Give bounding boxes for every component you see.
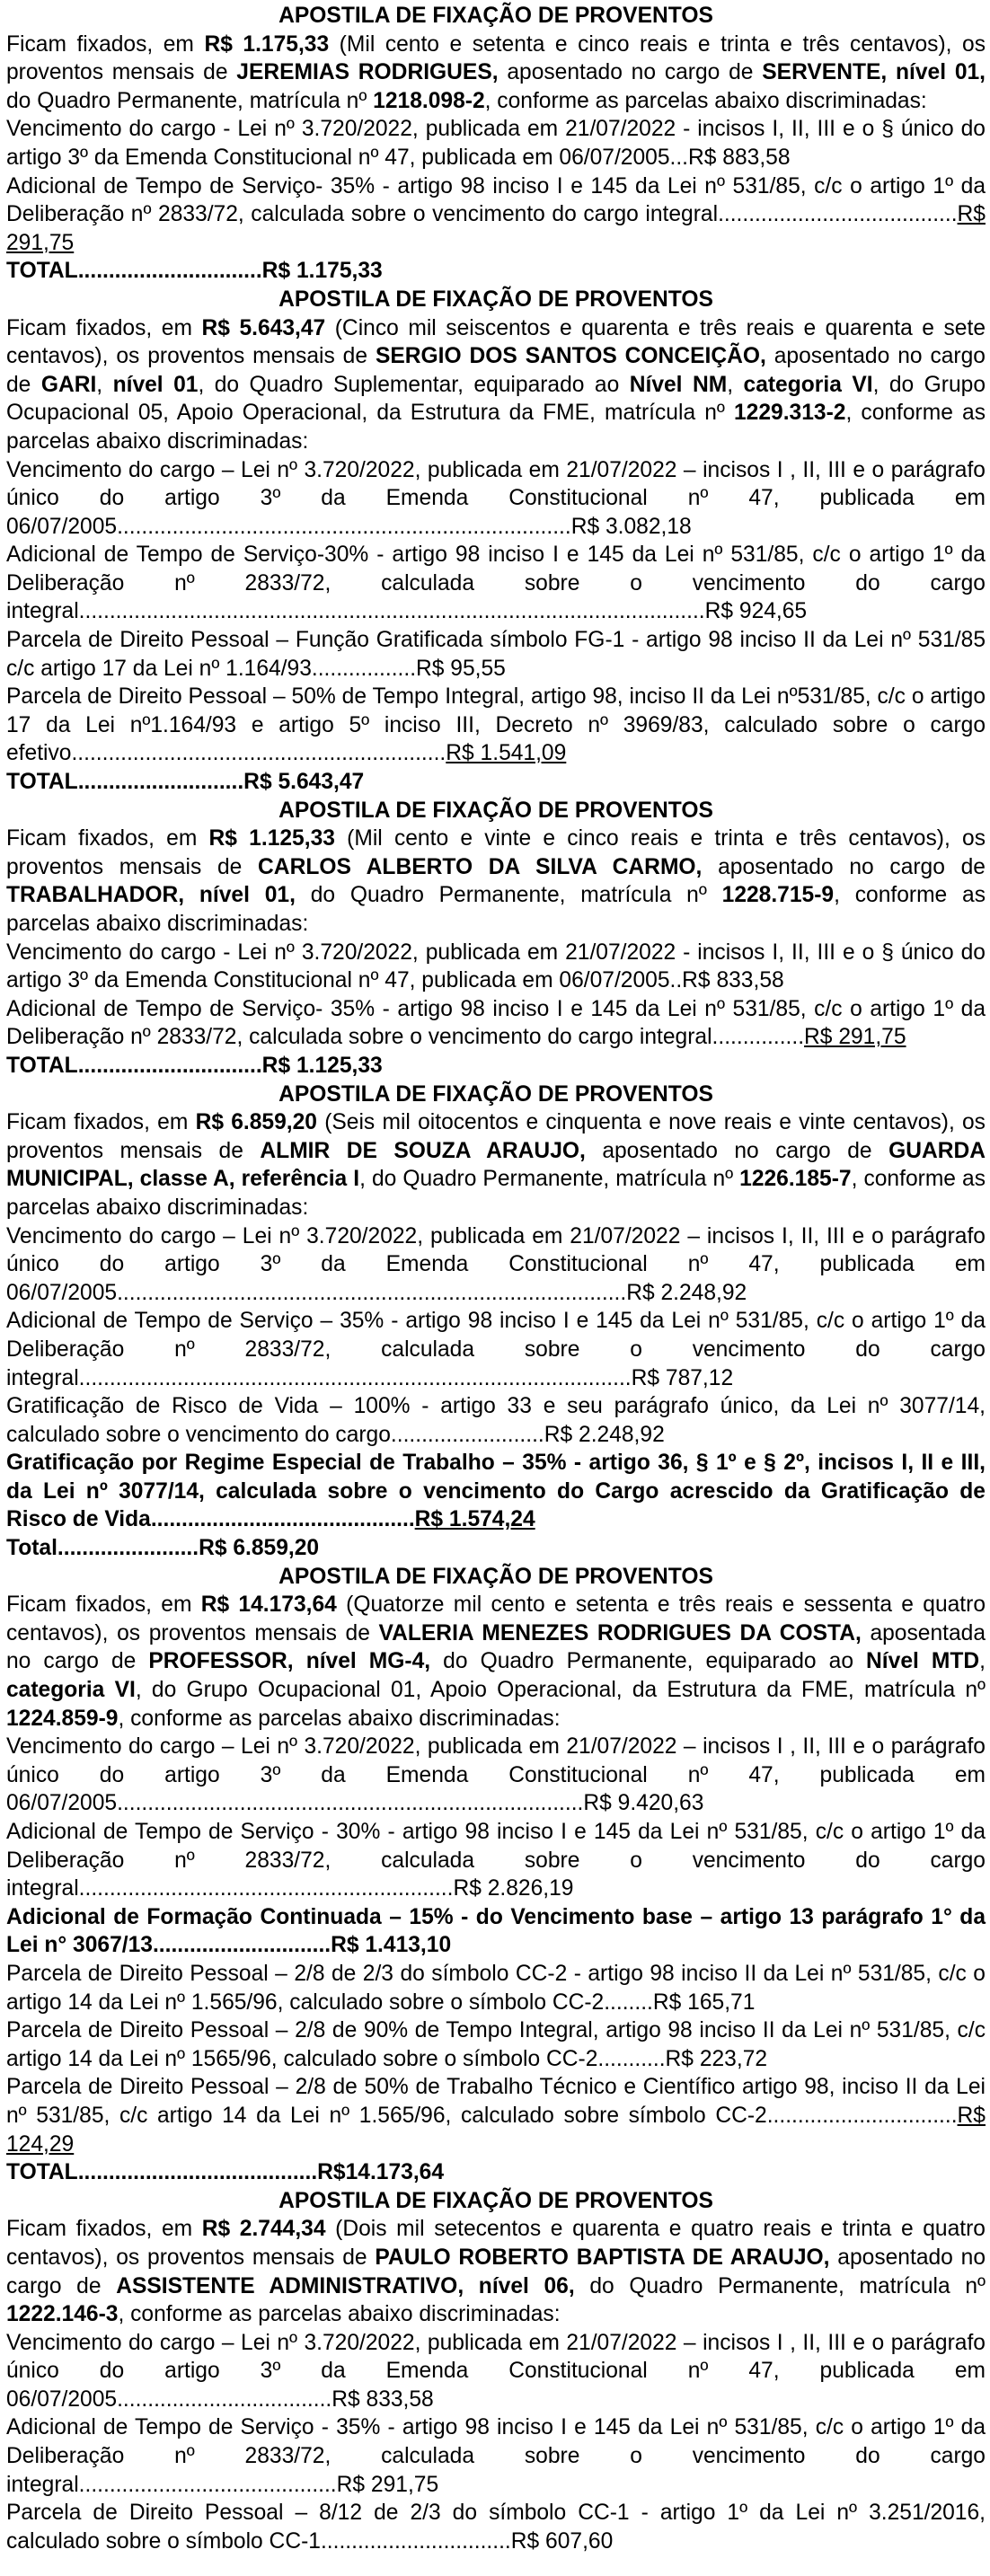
text-run: categoria VI <box>743 372 873 397</box>
apostila-section <box>6 797 986 1081</box>
text-run: Gratificação de Risco de Vida – 100% - artigo 33 e seu parágrafo único, da Lei nº 3077/14, calculado sobre o vencimento do cargo.........................R$ 2.248,92 <box>6 1394 986 1447</box>
text-run: , do Quadro Permanente, matrícula nº <box>359 1167 740 1192</box>
text-run: aposentado no cargo de <box>498 60 763 85</box>
text-run: , conforme as parcelas abaixo discriminadas: <box>484 88 927 113</box>
parcela-item <box>6 626 986 683</box>
text-run: Nível NM <box>629 372 728 397</box>
text-run: , <box>979 1649 986 1674</box>
text-run: aposentado no cargo de <box>6 2245 986 2298</box>
text-run: Vencimento do cargo – Lei nº 3.720/2022, publicada em 21/07/2022 – incisos I , II, III e o parágrafo único do artigo 3º da Emenda Constitucional nº 47, publicada em 06/07/2005..........................................................................R$ 3.082,18 <box>6 457 986 539</box>
text-run: R$ 1.541,09 <box>446 741 567 766</box>
text-run: Adicional de Tempo de Serviço- 35% - artigo 98 inciso I e 145 da Lei nº 531/85, c/c o artigo 1º da Deliberação nº 2833/72, calculada sobre o vencimento do cargo integral....................................... <box>6 173 986 227</box>
total-line: Total.......................R$ 6.859,20 <box>6 1536 320 1561</box>
text-run: Adicional de Tempo de Serviço- 35% - artigo 98 inciso I e 145 da Lei nº 531/85, c/c o artigo 1º da Deliberação nº 2833/72, calculada sobre o vencimento do cargo integral............... <box>6 996 986 1050</box>
text-run: R$ 14.173,64 <box>200 1592 337 1618</box>
parcela-item <box>6 1222 986 1308</box>
text-run: R$ 1.175,33 <box>204 31 330 57</box>
text-run: (Mil cento e vinte e cinco reais e trinta e três centavos), os proventos mensais de <box>6 826 986 879</box>
intro-paragraph <box>6 2215 986 2328</box>
text-run: , conforme as parcelas abaixo discriminadas: <box>6 883 986 936</box>
text-run: 1228.715-9 <box>721 883 835 908</box>
text-run: R$ 1.574,24 <box>414 1507 535 1532</box>
text-run: categoria VI <box>6 1678 136 1703</box>
parcela-item <box>6 995 986 1052</box>
parcela-item <box>6 1960 986 2016</box>
text-run: Parcela de Direito Pessoal – Função Gratificada símbolo FG-1 - artigo 98 inciso II da Lei nº 531/85 c/c artigo 17 da Lei nº 1.164/93.................R$ 95,55 <box>6 628 986 681</box>
parcela-item <box>6 1392 986 1449</box>
text-run: aposentado no cargo de <box>702 854 986 879</box>
text-run: R$ 2.744,34 <box>201 2217 326 2242</box>
section-title: APOSTILA DE FIXAÇÃO DE PROVENTOS <box>278 1081 713 1107</box>
text-run: Adicional de Tempo de Serviço-30% - artigo 98 inciso I e 145 da Lei nº 531/85, c/c o artigo 1º da Deliberação nº 2833/72, calculada sobre o vencimento do cargo integral......................................................................................................R$ 924,65 <box>6 543 986 624</box>
text-run: R$ 6.859,20 <box>195 1110 317 1135</box>
text-run: Vencimento do cargo – Lei nº 3.720/2022, publicada em 21/07/2022 – incisos I , II, III e o parágrafo único do artigo 3º da Emenda Constitucional nº 47, publicada em 06/07/2005...................................R$ 833,58 <box>6 2330 986 2412</box>
total-line: TOTAL..............................R$ 1.175,33 <box>6 259 383 284</box>
text-run: , conforme as parcelas abaixo discriminadas: <box>6 401 986 454</box>
total-line: TOTAL.......................................R$14.173,64 <box>6 2160 445 2185</box>
section-title: APOSTILA DE FIXAÇÃO DE PROVENTOS <box>278 4 713 28</box>
text-run: , do Grupo Ocupacional 05, Apoio Operacional, da Estrutura da FME, matrícula nº <box>6 372 986 426</box>
text-run: Ficam fixados, em <box>6 1110 196 1135</box>
section-title: APOSTILA DE FIXAÇÃO DE PROVENTOS <box>278 1564 713 1589</box>
text-run: JEREMIAS RODRIGUES, <box>236 60 499 85</box>
text-run: ASSISTENTE ADMINISTRATIVO, nível 06, <box>116 2273 575 2298</box>
text-run: R$ 5.643,47 <box>201 315 326 340</box>
text-run: VALERIA MENEZES RODRIGUES DA COSTA, <box>378 1620 862 1645</box>
text-run: Gratificação por Regime Especial de Trabalho – 35% - artigo 36, § 1º e § 2º, incisos I, II e III, da Lei nº 3077/14, calculada sobre o vencimento do Cargo acrescido da Gratificação de Risco de Vida........................................... <box>6 1451 986 1532</box>
intro-paragraph <box>6 1108 986 1222</box>
total-line: TOTAL..............................R$ 1.125,33 <box>6 1053 383 1078</box>
text-run: Ficam fixados, em <box>6 1592 201 1618</box>
parcela-item <box>6 683 986 768</box>
section-title: APOSTILA DE FIXAÇÃO DE PROVENTOS <box>278 798 713 823</box>
parcela-item <box>6 1449 986 1534</box>
text-run: 1224.859-9 <box>6 1706 119 1731</box>
text-run: aposentada no cargo de <box>6 1620 986 1674</box>
parcela-item <box>6 1307 986 1392</box>
text-run: SERGIO DOS SANTOS CONCEIÇÃO, <box>375 344 766 369</box>
text-run: Vencimento do cargo - Lei nº 3.720/2022, publicada em 21/07/2022 - incisos I, II, III e o § único do artigo 3º da Emenda Constitucional nº 47, publicada em 06/07/2005..R$ 833,58 <box>6 940 986 993</box>
parcela-item <box>6 2073 986 2158</box>
text-run: ALMIR DE SOUZA ARAUJO, <box>260 1138 586 1163</box>
text-run: Vencimento do cargo – Lei nº 3.720/2022, publicada em 21/07/2022 – incisos I , II, III e o parágrafo único do artigo 3º da Emenda Constitucional nº 47, publicada em 06/07/2005............................................................................R$ 9.420,63 <box>6 1734 986 1816</box>
text-run: Ficam fixados, em <box>6 31 205 57</box>
text-run: Parcela de Direito Pessoal – 50% de Tempo Integral, artigo 98, inciso II da Lei nº531/85, c/c o artigo 17 da Lei nº1.164/93 e artigo 5º inciso III, Decreto nº 3969/83, calculado sobre o cargo efetivo............................................................. <box>6 684 986 766</box>
text-run: , do Grupo Ocupacional 01, Apoio Operacional, da Estrutura da FME, matrícula nº <box>135 1678 986 1703</box>
text-run: Nível MTD <box>866 1649 980 1674</box>
text-run: CARLOS ALBERTO DA SILVA CARMO, <box>258 854 703 879</box>
text-run: Adicional de Formação Continuada – 15% - do Vencimento base – artigo 13 parágrafo 1° da Lei n° 3067/13.............................R$ 1.413,10 <box>6 1904 986 1958</box>
parcela-item <box>6 1733 986 1818</box>
text-run: GARI <box>40 372 97 397</box>
text-run: Vencimento do cargo - Lei nº 3.720/2022, publicada em 21/07/2022 - incisos I, II, III e o § único do artigo 3º da Emenda Constitucional nº 47, publicada em 06/07/2005...R$ 883,58 <box>6 117 986 170</box>
text-run: , conforme as parcelas abaixo discriminadas: <box>6 1167 986 1220</box>
intro-paragraph <box>6 1591 986 1733</box>
apostila-section <box>6 1563 986 2187</box>
text-run: (Quatorze mil cento e setenta e três reais e sessenta e quatro centavos), os proventos mensais de <box>6 1592 986 1645</box>
text-run: Adicional de Tempo de Serviço – 35% - artigo 98 inciso I e 145 da Lei nº 531/85, c/c o artigo 1º da Deliberação nº 2833/72, calculada sobre o vencimento do cargo integral..........................................................................................R$ 787,12 <box>6 1309 986 1390</box>
parcela-item <box>6 1818 986 1903</box>
text-run: PAULO ROBERTO BAPTISTA DE ARAUJO, <box>375 2245 830 2270</box>
parcela-item <box>6 456 986 542</box>
text-run: , <box>96 372 113 397</box>
apostila-section <box>6 286 986 797</box>
text-run: Ficam fixados, em <box>6 315 202 340</box>
text-run: Ficam fixados, em <box>6 2217 202 2242</box>
parcela-item <box>6 2329 986 2414</box>
text-run: do Quadro Permanente, matrícula nº <box>295 883 722 908</box>
parcela-item <box>6 1903 986 1960</box>
text-run: do Quadro Permanente, matrícula nº <box>574 2273 986 2298</box>
text-run: GUARDA MUNICIPAL, classe A, referência I <box>6 1138 986 1192</box>
text-run: SERVENTE, nível 01, <box>762 60 986 85</box>
text-run: R$ 1.125,33 <box>208 826 335 851</box>
apostila-section <box>6 2 986 286</box>
intro-paragraph <box>6 31 986 116</box>
section-title: APOSTILA DE FIXAÇÃO DE PROVENTOS <box>278 2188 713 2213</box>
text-run: , conforme as parcelas abaixo discriminadas: <box>118 1706 561 1731</box>
text-run: nível 01 <box>112 372 199 397</box>
parcela-item <box>6 2016 986 2073</box>
text-run: Parcela de Direito Pessoal – 2/8 de 2/3 do símbolo CC-2 - artigo 98 inciso II da Lei nº 531/85, c/c o artigo 14 da Lei nº 1.565/96, calculado sobre o símbolo CC-2........R$ 165,71 <box>6 1961 986 2015</box>
text-run: do Quadro Permanente, matrícula nº <box>6 88 374 113</box>
intro-paragraph <box>6 825 986 938</box>
text-run: aposentado no cargo de <box>6 344 986 397</box>
text-run: , do Quadro Suplementar, equiparado ao <box>198 372 630 397</box>
text-run: Parcela de Direito Pessoal – 2/8 de 50% de Trabalho Técnico e Científico artigo 98, inciso II da Lei nº 531/85, c/c artigo 14 da Lei nº 1.565/96, calculado sobre símbolo CC-2............................... <box>6 2075 986 2128</box>
text-run: Ficam fixados, em <box>6 826 209 851</box>
text-run: Parcela de Direito Pessoal – 8/12 de 2/3 do símbolo CC-1 - artigo 1º da Lei nº 3.251/2016, calculado sobre o símbolo CC-1...............................R$ 607,60 <box>6 2501 986 2554</box>
apostila-section <box>6 1081 986 1563</box>
text-run: R$ 291,75 <box>804 1025 906 1050</box>
text-run: (Mil cento e setenta e cinco reais e trinta e três centavos), os proventos mensais de <box>6 31 986 85</box>
text-run: Vencimento do cargo – Lei nº 3.720/2022, publicada em 21/07/2022 – incisos I, II, III e o parágrafo único do artigo 3º da Emenda Constitucional nº 47, publicada em 06/07/2005...................................................................................R$ 2.248,92 <box>6 1223 986 1305</box>
intro-paragraph <box>6 314 986 456</box>
text-run: (Cinco mil seiscentos e quarenta e três reais e quarenta e sete centavos), os proventos mensais de <box>6 315 986 369</box>
apostila-section <box>6 2187 986 2556</box>
text-run: (Seis mil oitocentos e cinquenta e nove reais e vinte centavos), os proventos mensais de <box>6 1110 986 1163</box>
parcela-item <box>6 2413 986 2499</box>
text-run: (Dois mil setecentos e quarenta e quatro reais e trinta e quatro centavos), os proventos mensais de <box>6 2217 986 2270</box>
parcela-item <box>6 2499 986 2555</box>
section-title: APOSTILA DE FIXAÇÃO DE PROVENTOS <box>278 287 713 312</box>
text-run: 1226.185-7 <box>739 1167 852 1192</box>
text-run: R$ 124,29 <box>6 2103 986 2157</box>
text-run: PROFESSOR, nível MG-4, <box>148 1649 431 1674</box>
text-run: , <box>727 372 744 397</box>
text-run: TRABALHADOR, nível 01, <box>6 883 296 908</box>
text-run: 1229.313-2 <box>734 401 846 426</box>
text-run: 1218.098-2 <box>373 88 485 113</box>
parcela-item <box>6 939 986 995</box>
text-run: Parcela de Direito Pessoal – 2/8 de 90% de Tempo Integral, artigo 98 inciso II da Lei nº 531/85, c/c artigo 14 da Lei nº 1565/96, calculado sobre o símbolo CC-2...........R$ 223,72 <box>6 2018 986 2071</box>
parcela-item <box>6 172 986 258</box>
text-run: R$ 291,75 <box>6 202 986 255</box>
text-run: aposentado no cargo de <box>585 1138 889 1163</box>
parcela-item <box>6 115 986 172</box>
text-run: , conforme as parcelas abaixo discriminadas: <box>118 2302 561 2327</box>
text-run: Adicional de Tempo de Serviço - 30% - artigo 98 inciso I e 145 da Lei nº 531/85, c/c o artigo 1º da Deliberação nº 2833/72, calculada sobre o vencimento do cargo integral.............................................................R$ 2.826,19 <box>6 1820 986 1901</box>
total-line: TOTAL...........................R$ 5.643,47 <box>6 770 365 795</box>
text-run: do Quadro Permanente, equiparado ao <box>430 1649 867 1674</box>
text-run: 1222.146-3 <box>6 2302 119 2327</box>
text-run: Adicional de Tempo de Serviço - 35% - artigo 98 inciso I e 145 da Lei nº 531/85, c/c o artigo 1º da Deliberação nº 2833/72, calculada sobre o vencimento do cargo integral..........................................R$ 291,75 <box>6 2415 986 2497</box>
parcela-item <box>6 541 986 626</box>
